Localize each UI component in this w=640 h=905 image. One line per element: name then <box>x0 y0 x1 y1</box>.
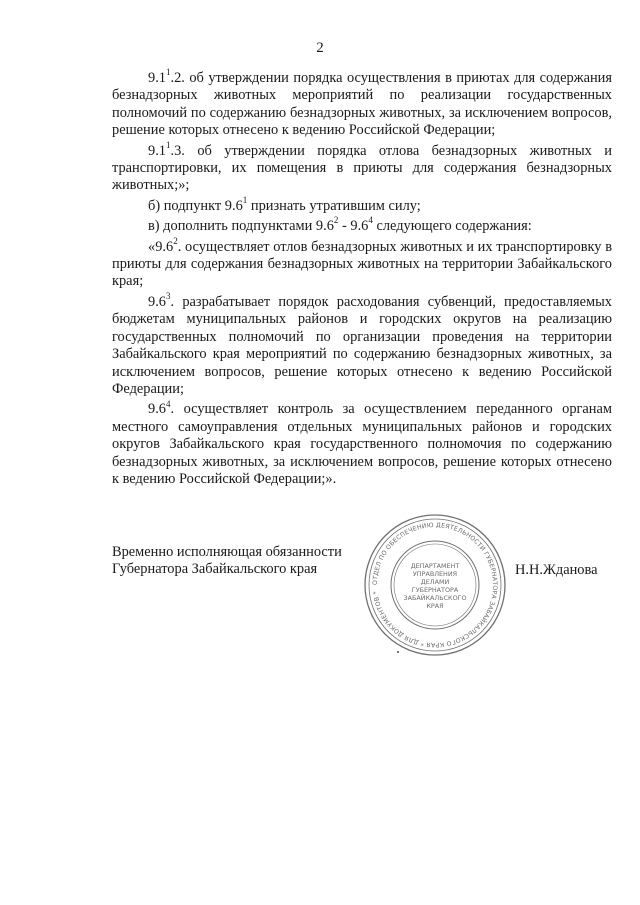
superscript: 1 <box>242 195 248 206</box>
signatory-position-line-2: Губернатора Забайкальского края <box>112 561 318 578</box>
stamp-ring-text: ОТДЕЛ ПО ОБЕСПЕЧЕНИЮ ДЕЯТЕЛЬНОСТИ ГУБЕРНАТОРА ЗАБАЙКАЛЬСКОГО КРАЯ * ДЛЯ ДОКУМЕНТОВ * <box>371 521 499 649</box>
paragraph-b <box>112 195 612 215</box>
document-body <box>112 67 612 491</box>
stamp-inner-line: ДЕЛАМИ <box>420 578 450 586</box>
paragraph-text: .3. об утверждении порядка отлова безнадзорных животных и транспортировки, их помещения в приюты для содержания безнадзорных животных;»; <box>112 142 612 194</box>
stamp-inner-line: КРАЯ <box>426 602 444 610</box>
paragraph-number: 9.6 <box>148 401 166 418</box>
signatory-position <box>112 544 342 579</box>
superscript: 3 <box>166 291 171 302</box>
superscript: 2 <box>333 215 339 226</box>
page-number: 2 <box>316 40 324 56</box>
paragraph-text: . осуществляет отлов безнадзорных животных и их транспортировку в приюты для содержания безнадзорных животных на территории Забайкальского края; <box>112 238 612 290</box>
signatory-name: Н.Н.Жданова <box>515 562 598 578</box>
paragraph-9-6-2 <box>112 235 612 291</box>
paragraph-text: признать утратившим силу; <box>247 197 421 214</box>
paragraph-9-1-1-2 <box>112 67 612 140</box>
paragraph-9-6-4 <box>112 398 612 488</box>
paragraph-number: 9.1 <box>148 142 166 159</box>
stamp-inner-line: ДЕПАРТАМЕНТ <box>410 562 460 570</box>
paragraph-text: . разрабатывает порядок расходования субвенций, предоставляемых бюджетам муниципальных районов и городских округов на реализацию государственных полномочий по организации проведения на территории Забайкальского края мероприятий по содержанию безнадзорных животных, за исключением вопросов, решение которых отнесено к ведению Российской Федерации; <box>112 293 612 397</box>
superscript: 4 <box>368 215 373 226</box>
stamp-inner-line: ЗАБАЙКАЛЬСКОГО <box>403 594 467 602</box>
superscript: 1 <box>166 139 171 150</box>
paragraph-text: .2. об утверждении порядка осуществления в приютах для содержания безнадзорных животных мероприятий по реализации государственных полномочий по содержанию безнадзорных животных, за исключением вопросов, решение которых отнесено к ведению Российской Федерации; <box>112 70 612 139</box>
official-seal-stamp <box>362 512 508 658</box>
stamp-inner-line: УПРАВЛЕНИЯ <box>412 570 458 578</box>
paragraph-v <box>112 215 612 235</box>
paragraph-number: 9.1 <box>148 70 166 86</box>
paragraph-text: в) дополнить подпунктами 9.6 <box>148 218 334 235</box>
paragraph-text: - 9.6 <box>338 218 369 235</box>
paragraph-9-1-1-3 <box>112 139 612 195</box>
stamp-inner-line: ГУБЕРНАТОРА <box>411 586 459 594</box>
paragraph-number: «9.6 <box>148 238 174 255</box>
signatory-position-line-1: Временно исполняющая обязанности <box>112 544 342 560</box>
superscript: 4 <box>166 398 171 409</box>
paragraph-text: . осуществляет контроль за осуществлением переданного органам местного самоуправления отдельных муниципальных районов и городских округов Забайкальского края государственного полномочия по содержанию безнадзорных животных, за исключением вопросов, решение которых отнесено к ведению Российской Федерации;». <box>112 401 612 487</box>
paragraph-text: следующего содержания: <box>372 218 532 235</box>
speck <box>397 651 399 653</box>
superscript: 1 <box>166 67 171 78</box>
paragraph-text: б) подпункт 9.6 <box>148 197 243 214</box>
paragraph-number: 9.6 <box>148 293 166 310</box>
paragraph-9-6-3 <box>112 291 612 398</box>
superscript: 2 <box>173 235 178 246</box>
